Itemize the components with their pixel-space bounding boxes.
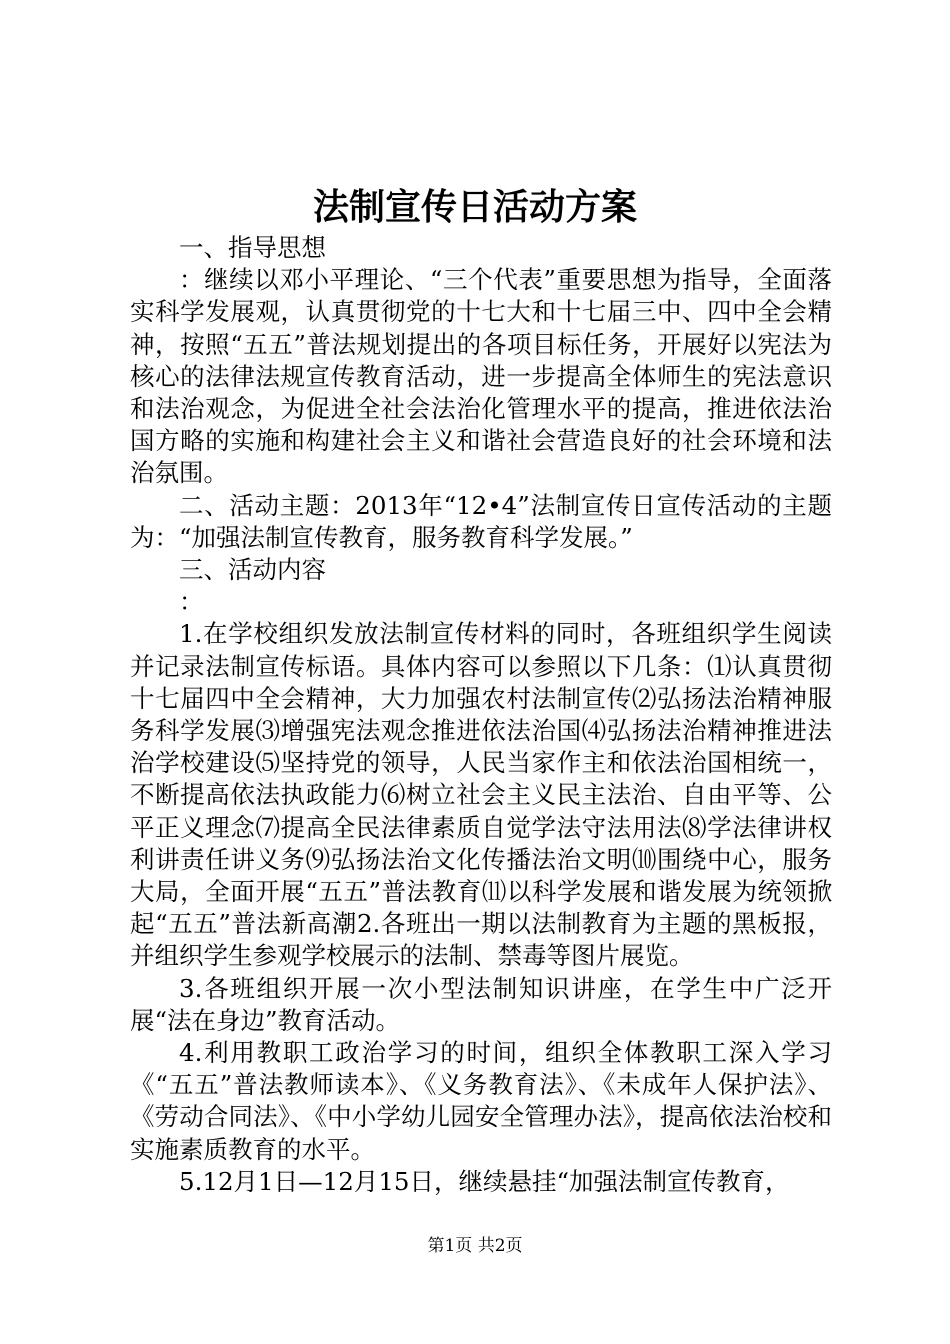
section-heading-activity-content: 三、活动内容	[179, 555, 326, 585]
paragraph-colon: ：	[179, 587, 204, 617]
paragraph-item-5: 5.12月1日—12月15日，继续悬挂“加强法制宣传教育，	[179, 1166, 790, 1196]
paragraph-guiding-thought: ：继续以邓小平理论、“三个代表”重要思想为指导，全面落实科学发展观，认真贯彻党的十七大和十七届三中、四中全会精神，按照“五五”普法规划提出的各项目标任务，开展好以宪法为核心的法律法规宣传教育活动，进一步提高全体师生的宪法意识和法治观念，为促进全社会法治化管理水平的提高，推进依法治国方略的实施和构建社会主义和谐社会营造良好的社会环境和法治氛围。	[130, 265, 832, 488]
section-heading-guiding-thought: 一、指导思想	[179, 233, 326, 262]
paragraph-item-4: 4.利用教职工政治学习的时间，组织全体教职工深入学习《“五五”普法教师读本》、《义务教育法》、《未成年人保护法》、《劳动合同法》、《中小学幼儿园安全管理办法》，提高依法治校和实施素质教育的水平。	[130, 1038, 832, 1164]
paragraph-activity-theme: 二、活动主题：2013年“12•4”法制宣传日宣传活动的主题为：“加强法制宣传教育，服务教育科学发展。”	[130, 490, 832, 552]
document-body	[130, 232, 832, 1198]
paragraph-item-1: 1.在学校组织发放法制宣传材料的同时，各班组织学生阅读并记录法制宣传标语。具体内容可以参照以下几条：⑴认真贯彻十七届四中全会精神，大力加强农村法制宣传⑵弘扬法治精神服务科学发展⑶增强宪法观念推进依法治国⑷弘扬法治精神推进法治学校建设⑸坚持党的领导，人民当家作主和依法治国相统一，不断提高依法执政能力⑹树立社会主义民主法治、自由平等、公平正义理念⑺提高全民法律素质自觉学法守法用法⑻学法律讲权利讲责任讲义务⑼弘扬法治文化传播法治文明⑽围绕中心，服务大局，全面开展“五五”普法教育⑾以科学发展和谐发展为统领掀起“五五”普法新高潮2.各班出一期以法制教育为主题的黑板报，并组织学生参观学校展示的法制、禁毒等图片展览。	[130, 619, 832, 971]
document-title: 法制宣传日活动方案	[312, 186, 637, 228]
paragraph-item-3: 3.各班组织开展一次小型法制知识讲座，在学生中广泛开展“法在身边”教育活动。	[130, 973, 832, 1035]
page-number: 第1页 共2页	[427, 1236, 523, 1256]
